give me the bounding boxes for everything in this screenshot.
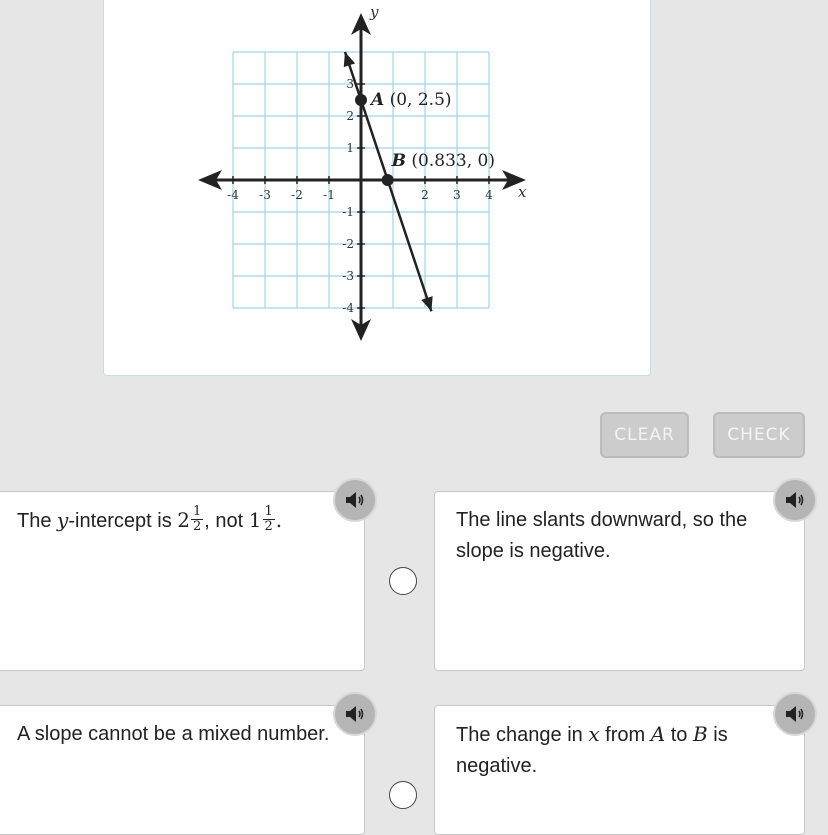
answer-choice-4-text: The change in x from A to B is negative. [456,722,728,777]
x-tick-label: 3 [453,188,461,202]
point-a-marker [355,94,367,106]
y-tick-label: -2 [342,237,354,251]
y-tick-label: -4 [342,301,354,315]
radio-row-1[interactable] [389,567,417,595]
x-tick-label: -4 [227,188,239,202]
audio-button-choice-2[interactable] [773,478,817,522]
point-a-label: A (0, 2.5) [371,90,452,110]
x-tick-label: 2 [421,188,429,202]
point-b-label: B (0.833, 0) [391,151,495,171]
y-tick-label: -3 [342,269,354,283]
x-tick-label: -3 [259,188,271,202]
answer-choice-3-text: A slope cannot be a mixed number. [17,723,330,745]
coordinate-graph [104,0,652,377]
speaker-icon [784,490,806,510]
x-tick-label: -1 [323,188,335,202]
fraction: $\frac{1}{2}$ [193,504,202,535]
clear-button[interactable]: CLEAR [600,412,689,458]
fraction: $\frac{1}{2}$ [264,504,273,535]
x-tick-label: -2 [291,188,303,202]
audio-button-choice-3[interactable] [333,692,377,736]
radio-row-2[interactable] [389,781,417,809]
line-arrow-upper [344,52,355,67]
answer-choice-2[interactable] [434,491,805,671]
y-tick-label: 2 [346,109,354,123]
audio-button-choice-4[interactable] [773,692,817,736]
line-arrow-lower [421,296,432,311]
y-axis-label: y [370,3,379,21]
graph-figure-card [103,0,651,376]
speaker-icon [344,704,366,724]
x-tick-label: 4 [485,188,493,202]
answer-choice-2-text: The line slants downward, so the slope is negative. [456,509,748,562]
point-b-marker [382,174,394,186]
answer-choice-4[interactable] [434,705,805,835]
answer-choice-1[interactable] [0,491,365,671]
check-button[interactable]: CHECK [713,412,805,458]
audio-button-choice-1[interactable] [333,478,377,522]
speaker-icon [784,704,806,724]
answer-choice-3[interactable] [0,705,365,835]
x-axis-label: x [518,183,527,201]
y-tick-label: 1 [346,141,354,155]
y-tick-label: -1 [342,205,354,219]
y-tick-label: 3 [346,77,354,91]
answer-choice-1-text: The y-intercept is 2 $\frac{1}{2}$ , not 1 $\frac{1}{2}$ . [17,504,283,535]
speaker-icon [344,490,366,510]
